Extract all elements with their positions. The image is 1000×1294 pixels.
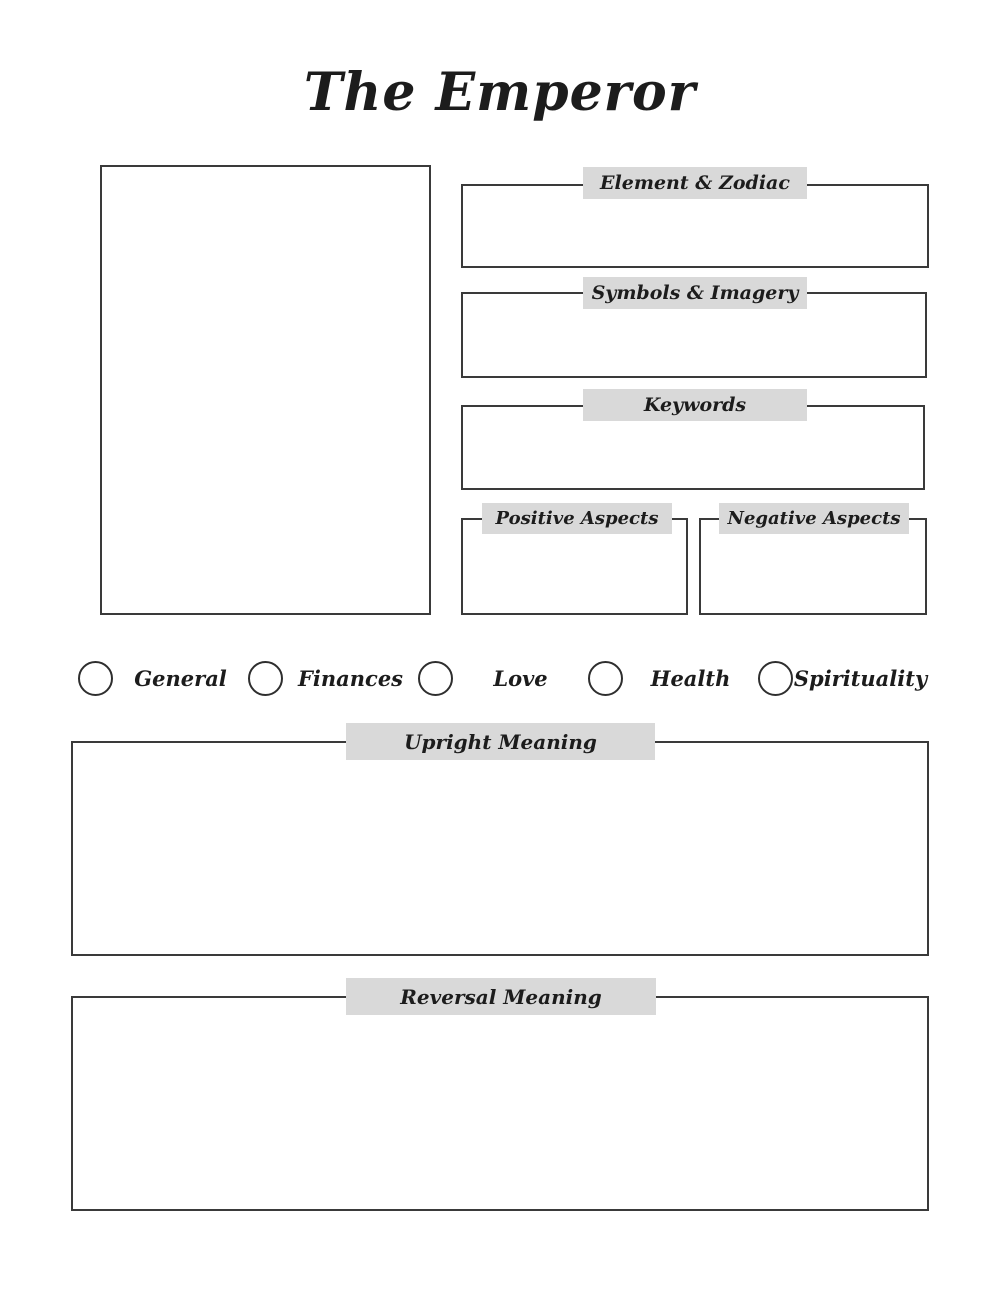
category-item-health xyxy=(588,661,758,696)
health-label: Health xyxy=(650,666,731,691)
page-title: The Emperor xyxy=(303,62,697,123)
category-item-spirituality xyxy=(758,661,928,696)
element-zodiac-label: Element & Zodiac xyxy=(583,167,807,199)
finances-label: Finances xyxy=(298,666,403,691)
spirituality-label: Spirituality xyxy=(793,666,928,691)
category-item-general xyxy=(78,661,248,696)
reversal-meaning-field[interactable] xyxy=(71,996,929,1211)
category-row xyxy=(78,661,938,696)
reversal-meaning-label: Reversal Meaning xyxy=(346,978,656,1015)
finances-check-circle[interactable] xyxy=(248,661,283,696)
positive-aspects-label: Positive Aspects xyxy=(482,503,672,534)
category-item-love xyxy=(418,661,588,696)
upright-meaning-field[interactable] xyxy=(71,741,929,956)
health-check-circle[interactable] xyxy=(588,661,623,696)
upright-meaning-label: Upright Meaning xyxy=(346,723,655,760)
love-check-circle[interactable] xyxy=(418,661,453,696)
spirituality-check-circle[interactable] xyxy=(758,661,793,696)
general-check-circle[interactable] xyxy=(78,661,113,696)
card-image-box[interactable] xyxy=(100,165,431,615)
general-label: General xyxy=(134,666,227,691)
symbols-imagery-label: Symbols & Imagery xyxy=(583,277,807,309)
love-label: Love xyxy=(493,666,548,691)
negative-aspects-label: Negative Aspects xyxy=(719,503,909,534)
keywords-label: Keywords xyxy=(583,389,807,421)
category-item-finances xyxy=(248,661,418,696)
